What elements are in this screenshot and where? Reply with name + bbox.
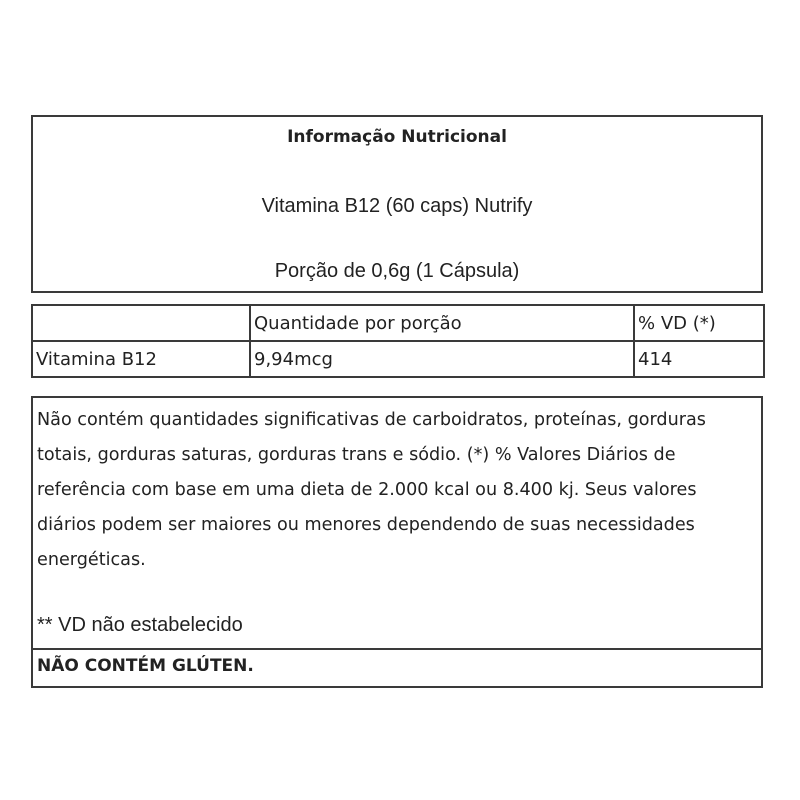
nutrient-amount: 9,94mcg [250,341,634,377]
nutrient-name: Vitamina B12 [32,341,250,377]
notes-divider [33,648,761,650]
column-header-amount: Quantidade por porção [250,305,634,341]
vd-not-established-note: ** VD não estabelecido [37,614,243,636]
gluten-free-statement: NÃO CONTÉM GLÚTEN. [37,656,254,676]
serving-size: Porção de 0,6g (1 Cápsula) [274,260,520,282]
nutrition-header [31,115,763,293]
nutrition-table [31,304,765,378]
nutrition-footnote: Não contém quantidades significativas de carboidratos, proteínas, gorduras totais, gorduras saturas, gorduras trans e sódio. (*) % Valores Diários de referência com base em uma dieta de 2.000 kcal ou 8.400 kj. Seus valores diários podem ser maiores ou menores dependendo de suas necessidades energéticas. [37,410,706,570]
product-name: Vitamina B12 (60 caps) Nutrify [261,195,533,217]
nutrition-title: Informação Nutricional [287,127,507,147]
notes-box [31,396,763,688]
table-row [32,341,764,377]
column-header-nutrient [32,305,250,341]
column-header-daily-value: % VD (*) [634,305,764,341]
table-header-row [32,305,764,341]
nutrient-daily-value: 414 [634,341,764,377]
